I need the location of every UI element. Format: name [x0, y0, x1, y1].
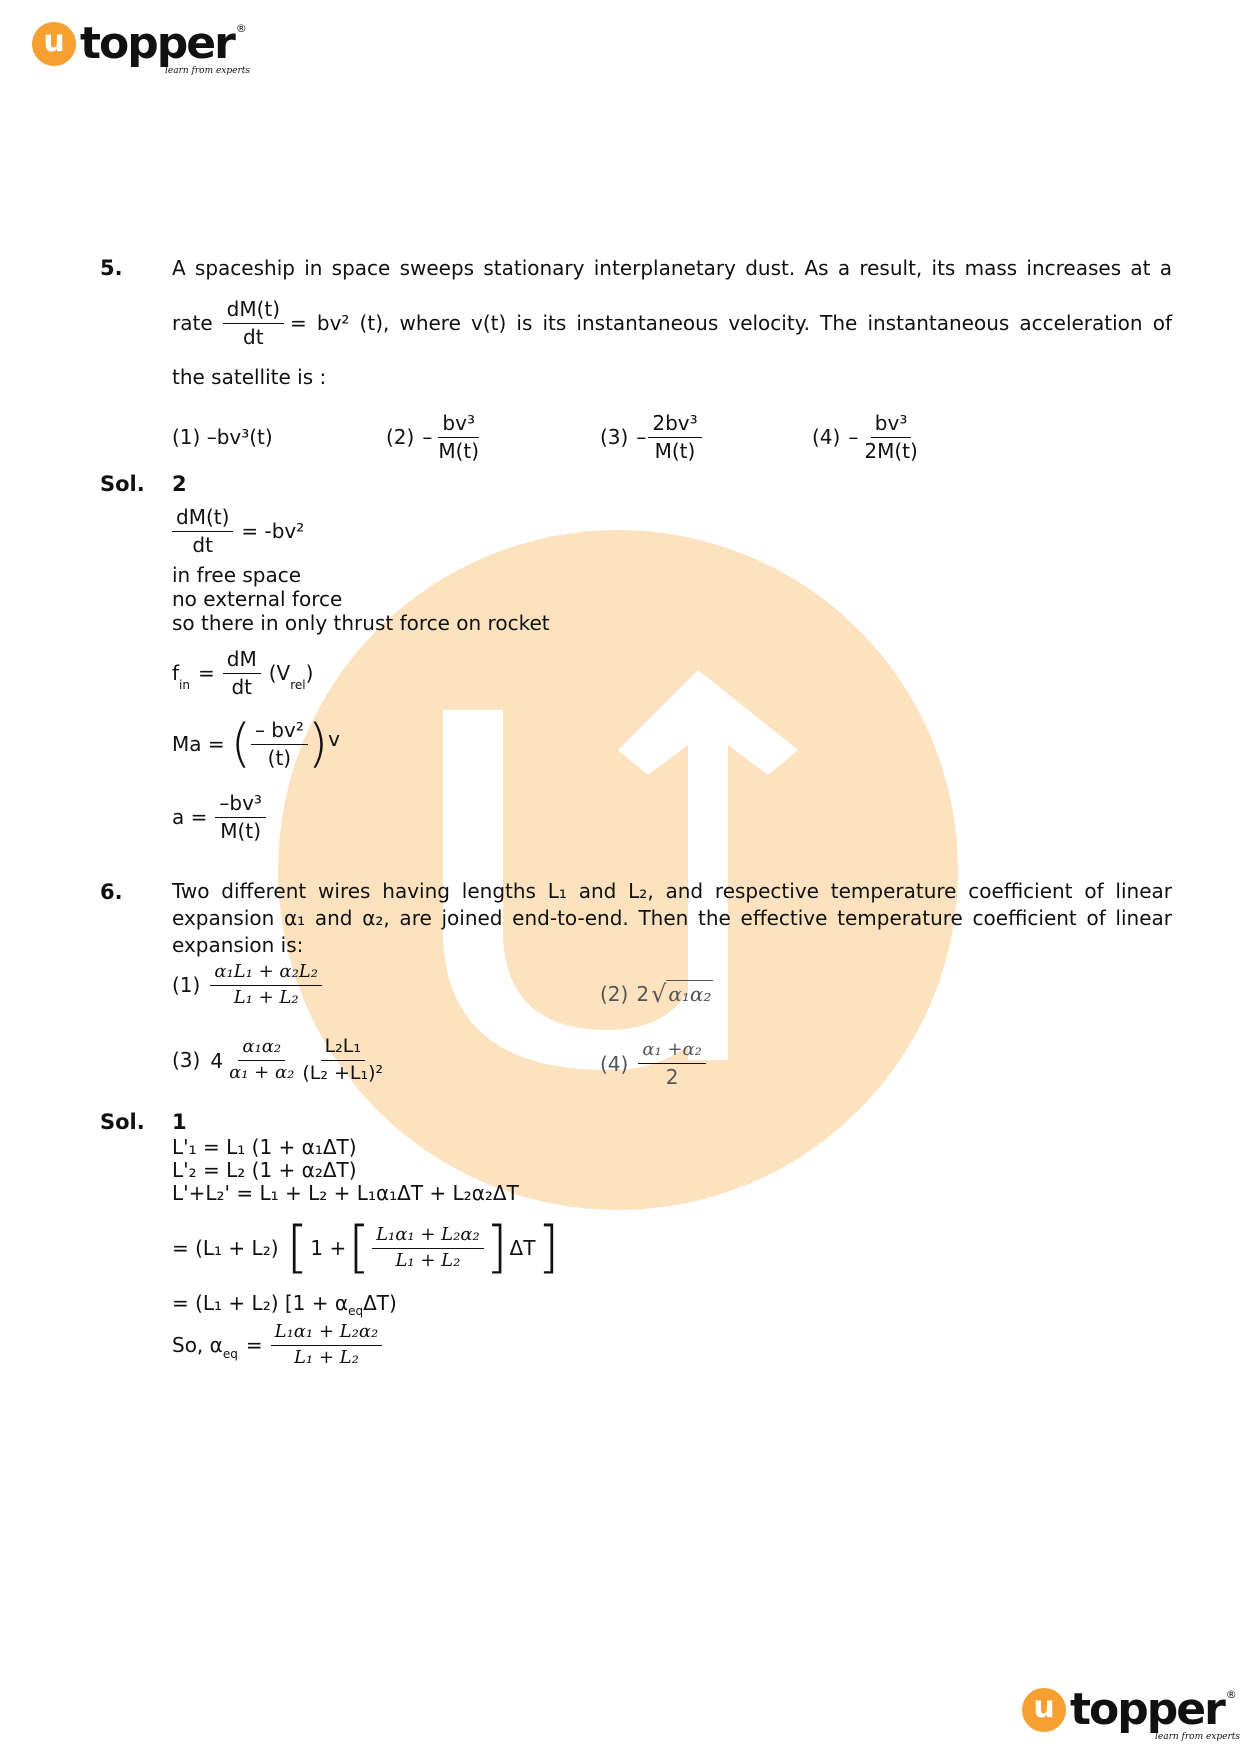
option-3: (3) – $\frac{\text{2bv³}}{M(t)}$ — [600, 412, 702, 463]
question-text: expansion α₁ and α₂, are joined end-to-end. Then the effective temperature coefficient of linear — [172, 906, 1172, 930]
logo-word: topper — [80, 18, 234, 69]
footer-logo — [1022, 1684, 1237, 1735]
solution-answer: 1 — [172, 1110, 187, 1134]
header-logo — [32, 18, 247, 69]
solution-line: no external force — [172, 587, 343, 611]
solution-line: so there in only thrust force on rocket — [172, 611, 550, 635]
solution-line: in free space — [172, 563, 302, 587]
solution-equation: = (L₁ + L₂) [ 1 + [ $\frac{\text{L₁α₁ + L₂α₂}}{\text{L₁ + L₂}}$ ] ΔT ] — [172, 1215, 560, 1280]
logo-registered: ® — [235, 21, 247, 35]
solution-equation: So, α $_{eq}$ = $\frac{\text{L₁α₁ + L₂α₂}}{\text{L₁ + L₂}}$ — [172, 1322, 382, 1368]
question-text-rate — [172, 298, 1172, 349]
sqrt-icon: √ — [651, 979, 667, 1008]
solution-line: = (L₁ + L₂) $[1 + \alpha_{eq}\Delta T)$ — [172, 1291, 397, 1318]
logo-tagline: learn from experts — [1155, 1732, 1240, 1742]
option-2: (2) 2 √ α₁α₂ — [600, 979, 712, 1008]
logo-u-icon: u — [32, 22, 76, 66]
question-text: Two different wires having lengths L₁ and L₂, and respective temperature coefficient of linear — [172, 879, 1172, 903]
solution-line: L'₁ = L₁ (1 + α₁ΔT) — [172, 1135, 357, 1159]
option-2: (2) – $\frac{\text{bv³}}{M(t)}$ — [386, 411, 480, 463]
rate-fraction: $\frac{dM(t)}{dt}$ — [223, 298, 284, 349]
logo-word: topper — [1070, 1684, 1224, 1735]
solution-answer: 2 — [172, 472, 187, 496]
solution-equation: f $_{in}$ = $\frac{dM}{dt}$ (V $_{rel}$ ) — [172, 647, 314, 699]
rate-word: rate — [172, 311, 213, 335]
logo-tagline: learn from experts — [165, 66, 251, 76]
solution-equation: Ma = ( $\frac{\text{– bv²}}{(t)}$ ) v — [172, 714, 340, 774]
solution-label: Sol. — [100, 1110, 145, 1134]
rate-rest: = bv² (t), where v(t) is its instantaneous velocity. The instantaneous acceleration of — [290, 311, 1172, 335]
solution-equation: a = $\frac{\text{–bv³}}{M(t)}$ — [172, 792, 266, 843]
solution-line: L'₂ = L₂ (1 + α₂ΔT) — [172, 1158, 357, 1182]
question-text: A spaceship in space sweeps stationary interplanetary dust. As a result, its mass increases at a — [172, 256, 1172, 280]
option-1: (1) –bv³(t) — [172, 425, 273, 449]
solution-equation: $\frac{dM(t)}{dt}$ = -bv² — [172, 506, 304, 557]
option-4: (4) – $\frac{\text{bv³}}{2M(t)}$ — [812, 411, 918, 463]
option-4: (4) $\frac{\text{α₁ +α₂}}{2}$ — [600, 1040, 706, 1089]
logo-u-icon: u — [1022, 1688, 1066, 1732]
logo-registered: ® — [1225, 1687, 1237, 1701]
question-text: the satellite is : — [172, 365, 327, 389]
solution-line: L'+L₂' = L₁ + L₂ + L₁α₁ΔT + L₂α₂ΔT — [172, 1181, 519, 1205]
question-text: expansion is: — [172, 933, 304, 957]
option-3: (3) 4 $\frac{\text{α₁α₂}}{\text{α₁ + α₂}}$ $\frac{\text{L₂L₁}}{\text{(L₂ +L₁)²}}$ — [172, 1035, 384, 1084]
option-1: (1) $\frac{\text{α₁L₁ + α₂L₂}}{\text{L₁ + L₂}}$ — [172, 962, 322, 1008]
question-number: 6. — [100, 880, 123, 904]
solution-label: Sol. — [100, 472, 145, 496]
question-number: 5. — [100, 256, 123, 280]
